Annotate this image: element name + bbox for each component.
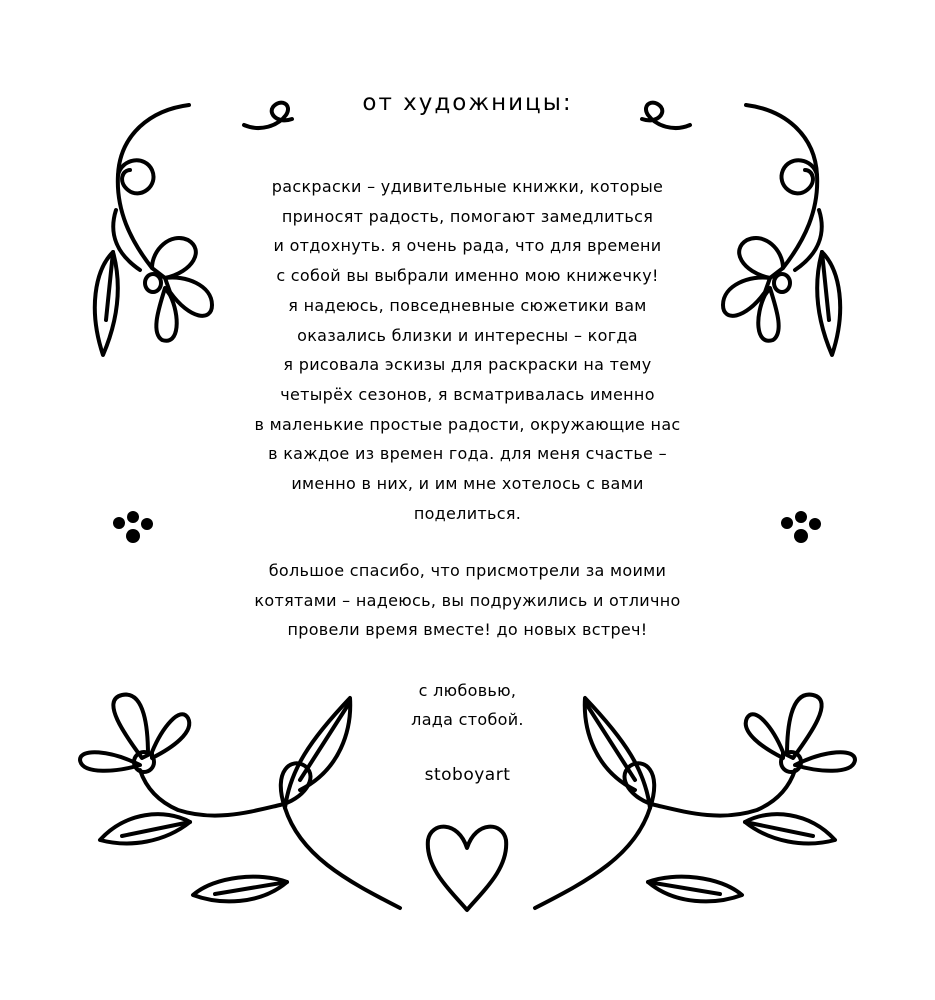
text-line: провели время вместе! до новых встреч! [287,620,648,640]
artist-handle: stoboyart [424,765,511,785]
thanks-paragraph [0,556,935,645]
heart-icon [428,827,506,910]
text-line: в маленькие простые радости, окружающие нас [254,414,681,434]
text-line: в каждое из времен года. для меня счастье – [268,444,667,464]
text-line: котятами – надеюсь, вы подружились и отлично [254,590,681,610]
text-line: четырёх сезонов, я всматривалась именно [280,384,655,404]
text-line: раскраски – удивительные книжки, которые [271,177,664,196]
artist-note-paragraph [0,172,935,528]
text-line: с собой вы выбрали именно мою книжечку! [276,266,659,286]
text-line: приносят радость, помогают замедлиться [281,206,654,226]
signature-line: с любовью, [418,681,517,700]
page-title: от художницы: [362,90,573,116]
text-line: поделиться. [413,503,522,523]
text-line: я надеюсь, повседневные сюжетики вам [288,295,647,315]
text-line: оказались близки и интересны – когда [297,325,638,345]
signature-name: лада стобой. [411,710,524,729]
text-line: большое спасибо, что присмотрели за моими [268,561,667,580]
signature [0,676,935,734]
text-line: именно в них, и им мне хотелось с вами [291,474,644,494]
text-line: я рисовала эскизы для раскраски на тему [283,355,652,375]
text-line: и отдохнуть. я очень рада, что для времени [273,236,662,256]
